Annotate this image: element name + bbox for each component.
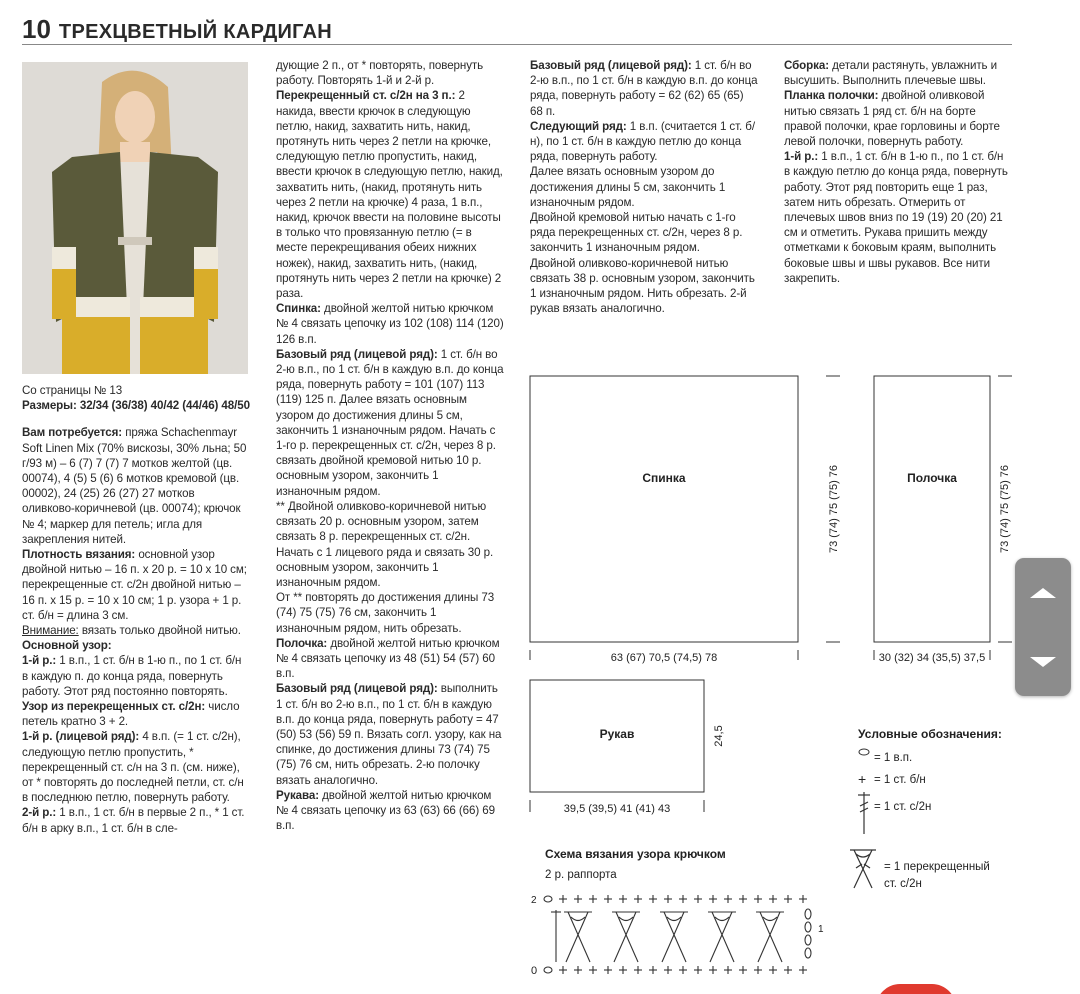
crochet-chart <box>544 895 811 974</box>
chart-turn-chain <box>805 909 811 919</box>
pattern-title: ТРЕХЦВЕТНЫЙ КАРДИГАН <box>58 21 333 43</box>
sleeves-section: Рукава: двойной желтой нитью крючком № 4 связать цепочку из 63 (63) 66 (66) 69 в.п. <box>276 788 495 833</box>
text-column-2 <box>276 58 504 833</box>
scroll-up-button[interactable] <box>1015 558 1071 627</box>
sleeve-schematic <box>530 680 704 792</box>
attention-note: Внимание: вязать только двойной нитью. <box>22 624 241 638</box>
crossed-stitch-def: Перекрещенный ст. с/2н на 3 п.: 2 накида, ввести крючок в следующую петлю, накид, захватить нить, накид, протянуть нить через 2 петли на крючке, следующую петлю пропустить, накид, ввести крючок в следующую петлю, накид, захватить нить, (накид, протянуть нить через 2 петли на крючке) 4 раза, 1 в.п., накид, крючок ввести на половине высоты в только что провязанную петлю (= в месте перекрещивания обеих нижних ножек), накид, захватить нить, (накид, протянуть нить через 2 петли на крючке) 2 раза. <box>276 89 503 301</box>
assembly: Сборка: детали растянуть, увлажнить и высушить. Выполнить плечевые швы. <box>784 59 997 88</box>
chevron-up-icon <box>1030 588 1056 598</box>
scroll-down-button[interactable] <box>1015 627 1071 696</box>
chart-cross-arc <box>571 917 585 921</box>
text-column-3 <box>530 58 758 316</box>
chart-chain-stitch <box>544 967 552 973</box>
cardigan-illustration <box>22 62 248 374</box>
front-base-row: Базовый ряд (лицевой ряд): выполнить 1 ст. б/н во 2-ю в.п., по 1 ст. б/н в каждую в.п. до конца ряда, повернуть работу = 47 (50) 53 (56) 59 п. Вязать согл. узору, как на спинке, до достижения длины 73 (74) 75 (75) 76 см, нить обрезать. 2-ю полочку вязать аналогично. <box>276 682 502 787</box>
chart-title: Схема вязания узора крючком <box>545 847 726 861</box>
page-title <box>22 14 332 44</box>
double-crochet-icon <box>858 792 870 834</box>
sleeve-next-row: Следующий ряд: 1 в.п. (считается 1 ст. б/н), по 1 ст. б/н в каждую петлю до конца ряда, повернуть работу. <box>530 119 755 164</box>
band-row1: 1-й р.: 1 в.п., 1 ст. б/н в 1-ю п., по 1 ст. б/н в каждую петлю до конца ряда, повернуть работу. Этот ряд повторить еще 1 раз, затем нить обрезать. Отмерить от плечевых швов вниз по 19 (19) 20 (20) 21 см и отметить. Рукава пришить между отметками к боковым краям, выполнить боковые швы и швы рукавов. Все нити закрепить. <box>784 150 1008 285</box>
back-repeat: От ** повторять до достижения длины 73 (74) 75 (75) 76 см, закончить 1 изнаночным рядом, нить обрезать. <box>276 591 495 635</box>
source-ref: Со страницы № 13 <box>22 384 123 397</box>
chain-stitch-icon <box>859 749 869 755</box>
sleeve-p2: Двойной кремовой нитью начать с 1-го ряда перекрещенных ст. с/2н, через 8 р. закончить 1 изнаночным рядом. <box>530 211 743 255</box>
sleeve-height: 24,5 <box>713 725 725 747</box>
legend-dc: = 1 ст. с/2н <box>874 801 932 813</box>
chart-chain-stitch <box>544 896 552 902</box>
chart-cross-b <box>614 912 636 962</box>
chart-cross-arc <box>763 917 777 921</box>
sleeve-base-row: Базовый ряд (лицевой ряд): 1 ст. б/н во 2-ю в.п., по 1 ст. б/н в каждую в.п. до конца ряда, повернуть работу = 62 (62) 65 (65) 68 п. <box>530 59 758 118</box>
crossed-stitch-icon <box>850 850 876 888</box>
legend-crossed-1: = 1 перекрещенный <box>884 861 990 873</box>
front-section: Полочка: двойной желтой нитью крючком № 4 связать цепочку из 48 (51) 54 (57) 60 в.п. <box>276 636 500 681</box>
front-band: Планка полочки: двойной оливковой нитью связать 1 ряд ст. б/н на борте правой полочки, крае горловины и борте левой полочки, повернуть работу. <box>784 89 1000 149</box>
chart-cross-arc <box>667 917 681 921</box>
chart-row-label-0: 0 <box>531 965 538 977</box>
sleeve-label: Рукав <box>599 727 635 741</box>
single-crochet-icon: + <box>858 771 867 787</box>
chevron-down-icon <box>1030 657 1056 667</box>
chart-cross-b <box>566 912 588 962</box>
legend-crossed-2: ст. с/2н <box>884 878 922 890</box>
materials: Вам потребуется: пряжа Schachenmayr Soft Linen Mix (70% вискозы, 30% льна; 50 г/93 м) – 6 (7) 7 (7) 7 мотков желтой (цв. 00074), 4 (5) 5 (6) 6 мотков кремовой (цв. 00002), 24 (25) 26 (27) 27 мотков оливково-коричневой (цв. 00074); крючок № 4; маркер для петель; игла для закрепления нитей. <box>22 426 247 546</box>
cross-continued: дующие 2 п., от * повторять, повернуть работу. Повторять 1-й и 2-й р. <box>276 59 484 88</box>
legend-chain: = 1 в.п. <box>874 752 913 764</box>
chart-cross-a <box>712 912 734 962</box>
back-section: Спинка: двойной желтой нитью крючком № 4 связать цепочку из 102 (108) 114 (120) 126 в.п. <box>276 302 504 346</box>
main-pattern-heading: Основной узор: <box>22 639 112 653</box>
chart-turn-chain <box>805 922 811 932</box>
main-pattern-row1: 1-й р.: 1 в.п., 1 ст. б/н в 1-ю п., по 1 ст. б/н в каждую п. до конца ряда, повернуть работу. Этот ряд постоянно повторять. <box>22 654 242 698</box>
page-nav-control[interactable] <box>1015 558 1071 696</box>
cross-pattern: Узор из перекрещенных ст. с/2н: число петель кратно 3 + 2. <box>22 700 240 729</box>
chart-cross-arc <box>715 917 729 921</box>
back-height: 73 (74) 75 (75) 76 <box>828 464 840 554</box>
chart-cross-arc <box>619 917 633 921</box>
gauge: Плотность вязания: основной узор двойной нитью – 16 п. х 20 р. = 10 х 10 см; перекрещенные ст. с/2н двойной нитью – 16 п. х 15 р. = 10 х 10 см; 1 р. узора + 1 р. ст. б/н = длина 3 см. <box>22 548 247 622</box>
chart-turn-chain <box>805 935 811 945</box>
pattern-number: 10 <box>22 14 51 44</box>
front-label: Полочка <box>907 471 957 485</box>
sleeve-width: 39,5 (39,5) 41 (41) 43 <box>563 803 671 815</box>
cross-pattern-row2: 2-й р.: 1 в.п., 1 ст. б/н в первые 2 п., * 1 ст. б/н в арку в.п., 1 ст. б/н в сле- <box>22 806 245 835</box>
chart-cross-b <box>710 912 732 962</box>
sizes: Размеры: 32/34 (36/38) 40/42 (44/46) 48/50 <box>22 399 250 413</box>
text-column-1 <box>22 383 250 836</box>
legend-title: Условные обозначения: <box>858 727 1002 741</box>
chart-subtitle: 2 р. раппорта <box>545 869 617 881</box>
front-width: 30 (32) 34 (35,5) 37,5 <box>878 652 986 664</box>
chart-cross-a <box>664 912 686 962</box>
red-page-tab <box>876 984 956 994</box>
chart-row-label-2: 2 <box>531 895 537 906</box>
back-olive: ** Двойной оливково-коричневой нитью связать 20 р. основным узором, затем связать 8 р. перекрещенных ст. с/2н. Начать с 1 лицевого ряда и связать 30 р. основным узором, закончить 1 изнаночным рядом. <box>276 499 494 589</box>
chart-cross-b <box>662 912 684 962</box>
text-column-4 <box>784 58 1012 286</box>
chart-cross-a <box>616 912 638 962</box>
back-schematic <box>530 376 798 642</box>
front-schematic <box>874 376 990 642</box>
legend-sc: = 1 ст. б/н <box>874 774 926 786</box>
chart-cross-a <box>760 912 782 962</box>
sleeve-p3: Двойной оливково-коричневой нитью связать 38 р. основным узором, закончить 1 изнаночным рядом. Нить обрезать. 2-й рукав вязать аналогично. <box>530 256 755 316</box>
title-divider <box>22 44 1012 45</box>
sleeve-p1: Далее вязать основным узором до достижения длины 5 см, закончить 1 изнаночным рядом. <box>530 165 726 209</box>
model-photo <box>22 62 248 374</box>
back-base-row: Базовый ряд (лицевой ряд): 1 ст. б/н во 2-ю в.п., по 1 ст. б/н в каждую в.п. до конца ряда, повернуть работу = 101 (107) 113 (119) 125 п. Далее вязать основным узором до достижения длины 5 см, закончить 1 изнаночным рядом. Начать с 1-го р. перекрещенных ст. с/2н, через 8 р. связать двойной кремовой нитью 10 р. основным узором, закончить 1 изнаночным рядом. <box>276 347 504 498</box>
cross-pattern-row1: 1-й р. (лицевой ряд): 4 в.п. (= 1 ст. с/2н), следующую петлю пропустить, * перекрещенный ст. с/н на 3 п. (см. ниже), от * повторять до последней петли, ст. с/н в последнюю петлю, повернуть работу. <box>22 730 244 805</box>
chart-cross-a <box>568 912 590 962</box>
chart-row-label-1: 1 <box>818 924 824 935</box>
chart-cross-b <box>758 912 780 962</box>
back-label: Спинка <box>642 471 686 485</box>
front-height: 73 (74) 75 (75) 76 <box>999 464 1011 554</box>
back-width: 63 (67) 70,5 (74,5) 78 <box>610 652 718 664</box>
chart-turn-chain <box>805 948 811 958</box>
